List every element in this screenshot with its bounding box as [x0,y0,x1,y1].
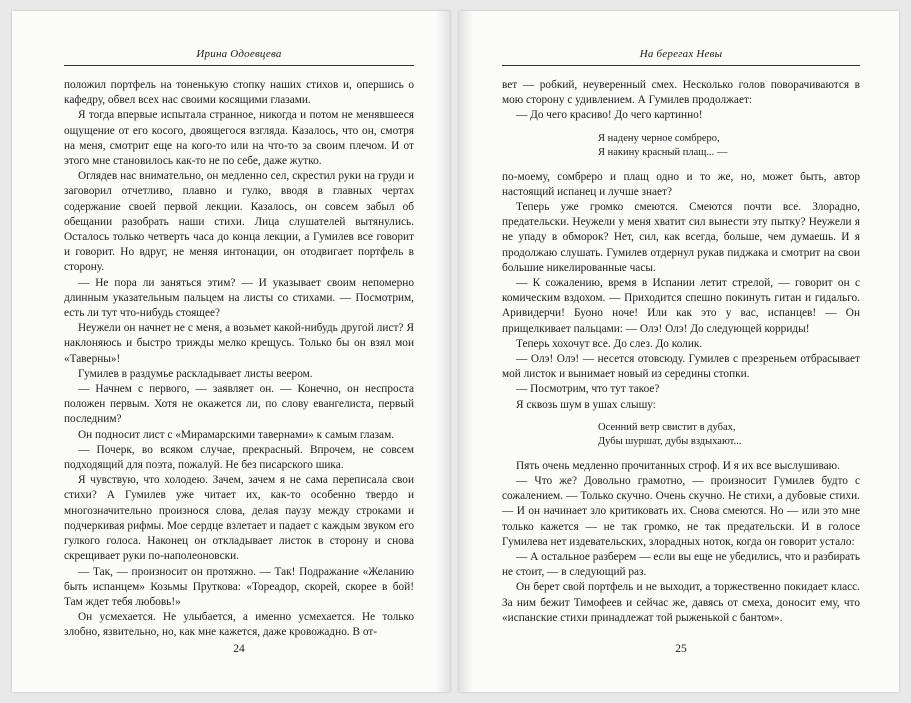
right-page-text [502,78,860,626]
paragraph: — Что же? Довольно грамотно, — произносит Гумилев будто с сожалением. — Только скучно. Очень скучно. Не стихи, а дубовые стихи. — И он начинает зло критиковать их. Снова смеются. Но — или это мне только кажется — не так громко, не так предательски. И в голосе Гумилева нет издевательских, злорадных ноток, когда он говорит устало: [502,475,860,548]
paragraph: — Начнем с первого, — заявляет он. — Конечно, он неспроста положен первым. Хотя не окажется ли, по слову евангелиста, первый последним? [64,383,414,426]
paragraph: — Так, — произносит он протяжно. — Так! Подражание «Желанию быть испанцем» Козьмы Пруткова: «Тореадор, скорей, скорее в бой! Там ждет тебя любовь!» [64,565,414,608]
paragraph: — К сожалению, время в Испании летит стрелой, — говорит он с комическим вздохом. — Приходится спешно покинуть гитан и гидальго. Аривидерчи! Буоно ноче! Или как это у вас, испанцев! — Он прищелкивает пальцами: — Олэ! Олэ! До следующей корриды! [502,277,860,335]
paragraph: положил портфель на тоненькую стопку наших стихов и, опершись о кафедру, обвел всех нас своими косящими глазами. [64,79,414,107]
paragraph: — А остальное разберем — если вы еще не убедились, что и разбирать не стоит, — в следующий раз. [502,551,860,579]
paragraph: Он подносит лист с «Мирамарскими тавернами» к самым глазам. [78,428,395,441]
paragraph: Гумилев в раздумье раскладывает листы веером. [78,367,313,380]
paragraph: Теперь уже громко смеются. Смеются почти все. Злорадно, предательски. Неужели у меня хватит сил вынести эту пытку? Неужели я не упаду в обморок? Нет, сил, как всегда, больше, чем думаешь. И я продолжаю слушать. Гумилев отдернул рукав пиджака и смотрит на свои большие никелированные часы. [502,201,860,274]
header-rule [64,65,414,66]
gutter-shadow [436,11,450,692]
paragraph: Неужели он начнет не с меня, а возьмет какой-нибудь другой лист? Я наклоняюсь и быстро трижды мелко крещусь. Только бы он взял мои «Таверны»! [64,322,414,365]
paragraph: — Не пора ли заняться этим? — И указывает своим непомерно длинным указательным пальцем на листы со стихами. — Посмотрим, есть ли тут что-нибудь стоящее? [64,276,414,320]
gutter-shadow [459,11,473,692]
paragraph: Пять очень медленно прочитанных строф. И я их все выслушиваю. [516,459,840,472]
paragraph: Он берет свой портфель и не выходит, а торжественно покидает класс. За ним бежит Тимофеев и сейчас же, давясь от смеха, доносит ему, что «испанские стихи принадлежат той рыженькой с бантом». [502,581,860,624]
paragraph: — Олэ! Олэ! — несется отовсюду. Гумилев с презреньем отбрасывает мой листок и вынимает новый из середины стопки. [502,353,860,381]
left-page-text [64,78,414,641]
verse-line: Осенний ветр свистит в дубах, [598,421,736,433]
page-number: 25 [675,643,687,655]
verse-line: Я надену черное сомбреро, [598,132,720,144]
paragraph: Теперь хохочут все. До слез. До колик. [516,337,703,350]
page-number: 24 [233,643,245,655]
verse-line: Дубы шуршат, дубы вздыхают... [598,435,742,447]
left-page [12,11,450,692]
paragraph: Я сквозь шум в ушах слышу: [516,398,656,411]
verse-quote [502,132,860,160]
verse-line: Я накину красный плащ... — [598,146,728,158]
paragraph: вет — робкий, неуверенный смех. Несколько голов поворачиваются в мою сторону с удивлением. А Гумилев продолжает: [502,79,860,107]
paragraph: — Почерк, во всяком случае, прекрасный. Впрочем, не совсем подходящий для поэта, пожалуй. Не без писарского шика. [64,443,414,472]
header-rule [502,65,860,66]
paragraph: — До чего красиво! До чего картинно! [516,109,703,122]
paragraph: Он усмехается. Не улыбается, а именно усмехается. Не только злобно, язвительно, но, как мне кажется, даже кровожадно. В от- [64,611,414,639]
running-header-title: На берегах Невы [639,48,723,60]
paragraph: — Посмотрим, что тут такое? [516,383,660,396]
paragraph: Я чувствую, что холодею. Зачем, зачем я не сама переписала свои стихи? А Гумилев уже читает их, как-то особенно твердо и многозначительно произнося слова, делая паузу между строками и подчеркивая рифмы. Мое сердце взлетает и падает с каждым звуком его гулкого голоса. Наконец он откладывает листок в сторону и снова скрещивает руки по-наполеоновски. [64,474,414,563]
paragraph: Оглядев нас внимательно, он медленно сел, скрестил руки на груди и заговорил отчетливо, плавно и гулко, вводя в главных чертах содержание своей первой лекции. Казалось, он совсем забыл об обещании разобрать наши стихи. Лица слушателей вытянулись. Осталось только четверть часа до конца лекции, а Гумилев все говорит и говорит. Но вдруг, не меняя интонации, он отодвигает портфель в сторону. [64,170,414,274]
running-header-author: Ирина Одоевцева [196,48,282,60]
paragraph: по-моему, сомбреро и плащ одно и то же, но, может быть, автор настоящий испанец и лучше знает? [502,170,860,198]
right-page [459,11,899,692]
verse-quote [502,421,860,449]
paragraph: Я тогда впервые испытала странное, никогда и потом не менявшееся ощущение от его косого, двоящегося взгляда. Казалось, что он, смотря на меня, смотрит еще на кого-то или на что-то за своим плечом. И от этого мне становилось как-то не по себе, даже жутко. [64,109,414,168]
